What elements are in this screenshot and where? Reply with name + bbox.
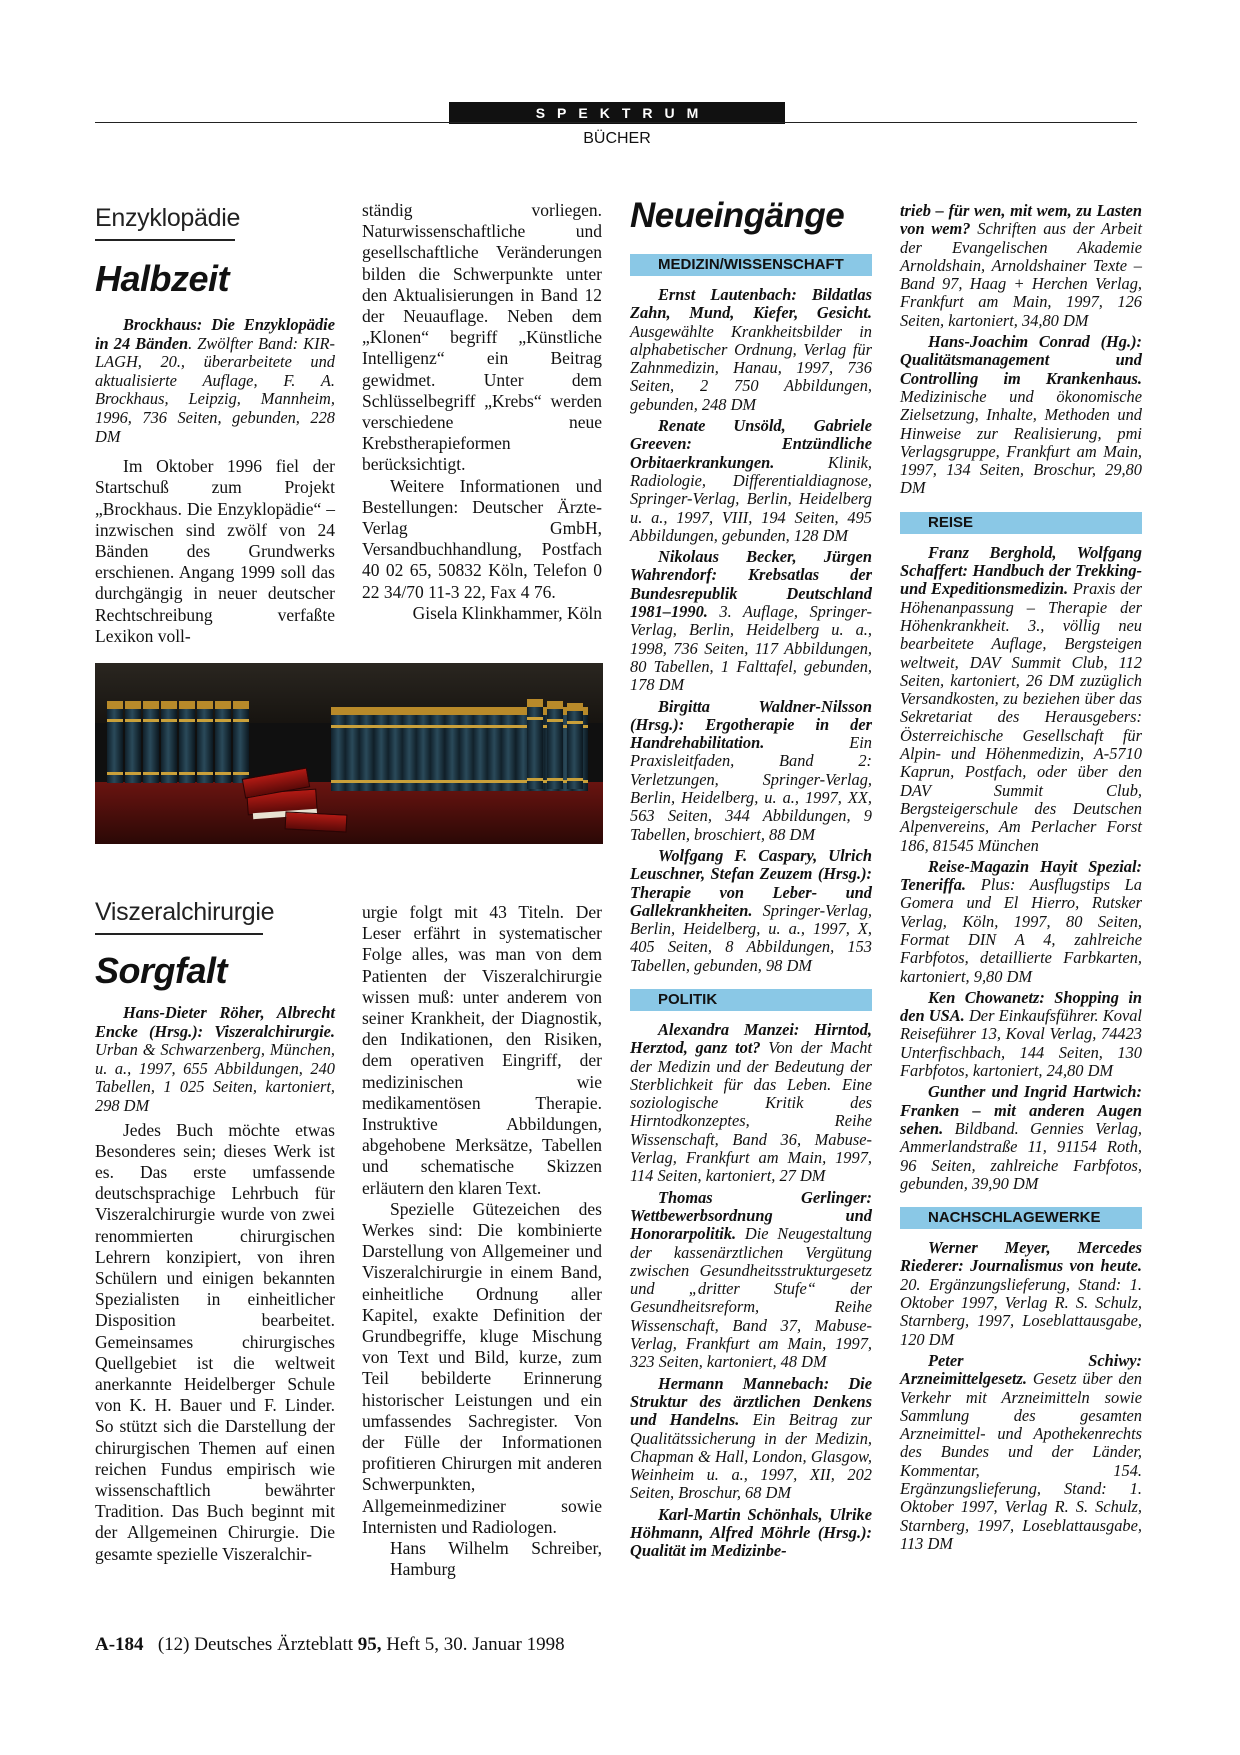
bib-entry: Renate Unsöld, Gabriele Greeven: Entzündliche Orbitaerkrankungen. Klinik, Radiologie, Differentialdiagnose, Springer-Verlag, Berlin, Heidelberg u. a., 1997, VIII, 194 Seiten, 495 Abbildungen, gebunden, 128 DM <box>630 416 872 545</box>
book-volume <box>197 701 213 783</box>
article1-body-1: Im Oktober 1996 fiel der Startschuß zum Projekt „Brockhaus. Die Enzyklopädie“ – inzwischen sind zwölf von 24 Bänden des Grundwerks erschienen. Angang 1999 soll das durchgängig in neuer deutscher Rechtschreibung verfaßte Lexikon voll- <box>95 456 335 646</box>
article2-body-2: urgie folgt mit 43 Titeln. Der Leser erfährt in systematischer Folge alles, was man von dem Patienten der Viszeralchirurgie wissen muß: unter anderem von seiner Krankheit, der Diagnostik, den Indikationen, den Risiken, dem operativen Eingriff, der medizinischen wie medikamentösen Therapie. Instruktive Abbildungen, abgehobene Merksätze, Tabellen und schematische Skizzen erläutern den klaren Text. <box>362 902 602 1198</box>
rubric-viszeralchirurgie: Viszeralchirurgie <box>95 898 263 935</box>
bib-entry: Ernst Lautenbach: Bildatlas Zahn, Mund, Kiefer, Gesicht. Ausgewählte Krankheitsbilder in alphabetischer Ordnung, Verlag für Zahnmedizin, Hanau, 1997, 736 Seiten, 2 750 Abbildungen, gebunden, 248 DM <box>630 285 872 414</box>
article2-col1 <box>95 1004 335 1565</box>
article1-body-2: ständig vorliegen. Naturwissenschaftliche und gesellschaftliche Veränderungen bilden die Schwerpunkte unter den Aktualisierungen in Band 12 der Neuauflage. Neben dem „Klonen“ begriff „Künstliche Intelligenz“ ein Beitrag gewidmet. Unter dem Schlüsselbegriff „Krebs“ werden verschiedene neue Krebstherapieformen berücksichtigt. <box>362 200 602 475</box>
article1-reference: Brockhaus: Die Enzyklopädie in 24 Bänden. Zwölfter Band: KIR-LAGH, 20., überarbeitete und aktualisierte Auflage, F. A. Brockhaus, Leipzig, Mannheim, 1996, 736 Seiten, gebunden, 228 DM <box>95 315 335 446</box>
article1-col1 <box>95 316 335 647</box>
headline-sorgfalt: Sorgfalt <box>95 950 228 991</box>
article1-author: Gisela Klinkhammer, Köln <box>412 602 602 623</box>
brockhaus-volumes-photo <box>95 663 603 844</box>
category-bar: POLITIK <box>630 989 872 1011</box>
neueingaenge-col-left <box>630 254 872 1564</box>
bib-entry: Ken Chowanetz: Shopping in den USA. Der Einkaufsführer. Koval Reiseführer 13, Koval Verlag, 74423 Unterfischbach, 144 Seiten, 130 Farbfotos, kartoniert, 24,80 DM <box>900 987 1143 1081</box>
journal-volume: 95, <box>357 1634 382 1655</box>
bib-entry: Reise-Magazin Hayit Spezial: Teneriffa. Plus: Ausflugstips La Gomera und El Hierro, Rutsker Verlag, Köln, 1997, 80 Seiten, Format DIN A 4, zahlreiche Farbfotos, detaillierte Farbkarten, kartoniert, 9,80 DM <box>900 856 1142 986</box>
page-footer <box>95 1634 565 1656</box>
subsection-label: BÜCHER <box>583 130 651 147</box>
bib-entry: Hans-Joachim Conrad (Hg.): Qualitätsmanagement und Controlling im Krankenhaus. Medizinische und ökonomische Zielsetzung, Inhalte, Methoden und Hinweise zur Realisierung, pmi Verlagsgruppe, Frankfurt am Main, 1997, 134 Seiten, Broschur, 29,80 DM <box>900 332 1142 498</box>
neueingaenge-col-right <box>900 202 1142 1556</box>
book-volume <box>161 701 177 783</box>
neueingaenge-title: Neueingänge <box>630 196 845 235</box>
journal-name: (12) Deutsches Ärzteblatt <box>157 1634 354 1655</box>
bib-entry: Alexandra Manzei: Hirntod, Herztod, ganz tot? Von der Macht der Medizin und der Bedeutung der Sterblichkeit für das Leben. Eine soziologische Kritik des Hirntodkonzeptes, Reihe Wissenschaft, Band 36, Mabuse-Verlag, Frankfurt am Main, 1997, 114 Seiten, kartoniert, 27 DM <box>630 1019 872 1186</box>
article2-body-1: Jedes Buch möchte etwas Besonderes sein; dieses Werk ist es. Das erste umfassende deutschsprachige Lehrbuch für Viszeralchirurgie wurde von zwei renommierten chirurgischen Lehrern konzipiert, von ihren Schülern und einigen bekannten Spezialisten in einheitlicher Disposition bearbeitet. Gemeinsames chirurgisches Quellgebiet ist die weltweit anerkannte Heidelberger Schule von K. H. Bauer und F. Linder. So stützt sich die Darstellung der chirurgischen Themen auf einen reichen Fundus empirisch wie wissenschaftlich bewährter Tradition. Das Buch beginnt mit der Allgemeinen Chirurgie. Die gesamte spezielle Viszeralchir- <box>95 1119 335 1564</box>
article1-col2 <box>362 200 602 624</box>
category-bar: REISE <box>900 512 1142 534</box>
bib-entry: Franz Berghold, Wolfgang Schaffert: Handbuch der Trekking- und Expeditionsmedizin. Praxis der Höhenanpassung – Therapie der Höhenkrankheit. 3., völlig neu bearbeitete Auflage, Bergsteigen weltweit, DAV Summit Club, 112 Seiten, kartoniert, 26 DM zuzüglich Versandkosten, zu beziehen über das Sekretariat des Herausgebers: Österreichische Gesellschaft für Alpin- und Höhenmedizin, A-5710 Kaprun, Postfach, oder über den DAV Summit Club, Bergsteigerschule des Deutschen Alpenvereins, Am Perlacher Forst 186, 81545 München <box>900 542 1142 855</box>
book-volume <box>179 701 195 783</box>
bib-entry: Wolfgang F. Caspary, Ulrich Leuschner, Stefan Zeuzem (Hrsg.): Therapie von Leber- und Gallekrankheiten. Springer-Verlag, Berlin, Heidelberg, u. a., 1997, X, 405 Seiten, 8 Abbildungen, 153 Tabellen, gebunden, 98 DM <box>630 845 872 975</box>
article2-reference: Hans-Dieter Röher, Albrecht Encke (Hrsg.): Viszeralchirurgie. Urban & Schwarzenberg, München, u. a., 1997, 655 Abbildungen, 240 Tabellen, 1 025 Seiten, kartoniert, 298 DM <box>95 1003 335 1115</box>
bib-entry: Karl-Martin Schönhals, Ulrike Höhmann, Alfred Möhrle (Hrsg.): Qualität im Medizinbe- <box>630 1504 872 1561</box>
bib-entry: Gunther und Ingrid Hartwich: Franken – mit anderen Augen sehen. Bildband. Gennies Verlag, Ammerlandstraße 11, 91154 Roth, 96 Seiten, zahlreiche Farbfotos, gebunden, 39,90 DM <box>900 1082 1142 1193</box>
rubric-enzyklopaedie: Enzyklopädie <box>95 204 235 241</box>
category-bar: NACHSCHLAGEWERKE <box>900 1207 1142 1229</box>
bib-entry: Thomas Gerlinger: Wettbewerbsordnung und Honorarpolitik. Die Neugestaltung der kassenärztlichen Vergütung zwischen Gesundheitsstrukturgesetz und „dritter Stufe“ der Gesundheitsreform, Reihe Wissenschaft, Band 37, Mabuse-Verlag, Frankfurt am Main, 1997, 323 Seiten, kartoniert, 48 DM <box>630 1187 872 1372</box>
article2-author: Hans Wilhelm Schreiber, Hamburg <box>390 1538 602 1580</box>
book-volume <box>567 703 583 789</box>
section-header-bar: SPEKTRUM <box>449 102 785 124</box>
book-volume <box>215 701 231 783</box>
journal-issue: Heft 5, 30. Januar 1998 <box>386 1634 565 1655</box>
category-bar: MEDIZIN/WISSENSCHAFT <box>630 254 872 276</box>
book-volume <box>125 701 141 783</box>
article2-col2 <box>362 902 602 1581</box>
headline-halbzeit: Halbzeit <box>95 258 230 299</box>
bib-continuation: trieb – für wen, mit wem, zu Lasten von wem? Schriften aus der Arbeit der Evangelischen Akademie Arnoldshain, Arnoldshainer Texte – Band 97, Haag + Herchen Verlag, Frankfurt am Main, 1997, 126 Seiten, kartoniert, 34,80 DM <box>900 201 1142 330</box>
bib-entry: Hermann Mannebach: Die Struktur des ärztlichen Denkens und Handelns. Ein Beitrag zur Qualitätssicherung in der Medizin, Chapman & Hall, London, Glasgow, Weinheim u. a., 1997, XII, 202 Seiten, Broschur, 68 DM <box>630 1373 872 1503</box>
article2-body-3: Spezielle Gütezeichen des Werkes sind: Die kombinierte Darstellung von Allgemeiner und Viszeralchirurgie in einem Band, einheitliche Ordnung aller Kapitel, exakte Definition der Grundbegriffe, kluge Mischung von Text und Bild, kurze, zum Teil bebilderte Erinnerung historischer Leistungen und ein umfassendes Sachregister. Von der Fülle der Informationen profitieren Chirurgen mit anderen Schwerpunkten, Allgemeinmediziner sowie Internisten und Radiologen. <box>362 1198 602 1537</box>
bib-entry: Birgitta Waldner-Nilsson (Hrsg.): Ergotherapie in der Handrehabilitation. Ein Praxisleitfaden, Band 2: Verletzungen, Springer-Verlag, Berlin, Heidelberg, u. a., 1997, XX, 563 Seiten, 344 Abbildungen, 9 Tabellen, broschiert, 88 DM <box>630 696 872 844</box>
book-volume <box>547 701 563 789</box>
book-volume <box>143 701 159 783</box>
book-volume <box>527 699 543 789</box>
book-volume <box>107 701 123 783</box>
bib-entry: Werner Meyer, Mercedes Riederer: Journalismus von heute. 20. Ergänzungslieferung, Stand: 1. Oktober 1997, Verlag R. S. Schulz, Starnberg, 1997, Loseblattausgabe, 120 DM <box>900 1238 1142 1349</box>
page-number: A-184 <box>95 1634 144 1655</box>
bib-entry: Nikolaus Becker, Jürgen Wahrendorf: Krebsatlas der Bundesrepublik Deutschland 1981–1990. 3. Auflage, Springer-Verlag, Berlin, Heidelberg u. a., 1998, 736 Seiten, 117 Abbildungen, 80 Tabellen, 1 Falttafel, gebunden, 178 DM <box>630 547 872 695</box>
book-volume <box>233 701 249 783</box>
header-rule <box>95 122 1137 123</box>
article1-body-3: Weitere Informationen und Bestellungen: Deutscher Ärzte-Verlag GmbH, Versandbuchhandlung, Postfach 40 02 65, 50832 Köln, Telefon 0 22 34/70 11-3 22, Fax 4 76. <box>362 475 602 602</box>
bib-entry: Peter Schiwy: Arzneimittelgesetz. Gesetz über den Verkehr mit Arzneimitteln sowie Sammlung des gesamten Arzneimittel- und Apothekenrechts des Bundes und der Länder, Kommentar, 154. Ergänzungslieferung, Stand: 1. Oktober 1997, Verlag R. S. Schulz, Starnberg, 1997, Loseblattausgabe, 113 DM <box>900 1350 1142 1553</box>
